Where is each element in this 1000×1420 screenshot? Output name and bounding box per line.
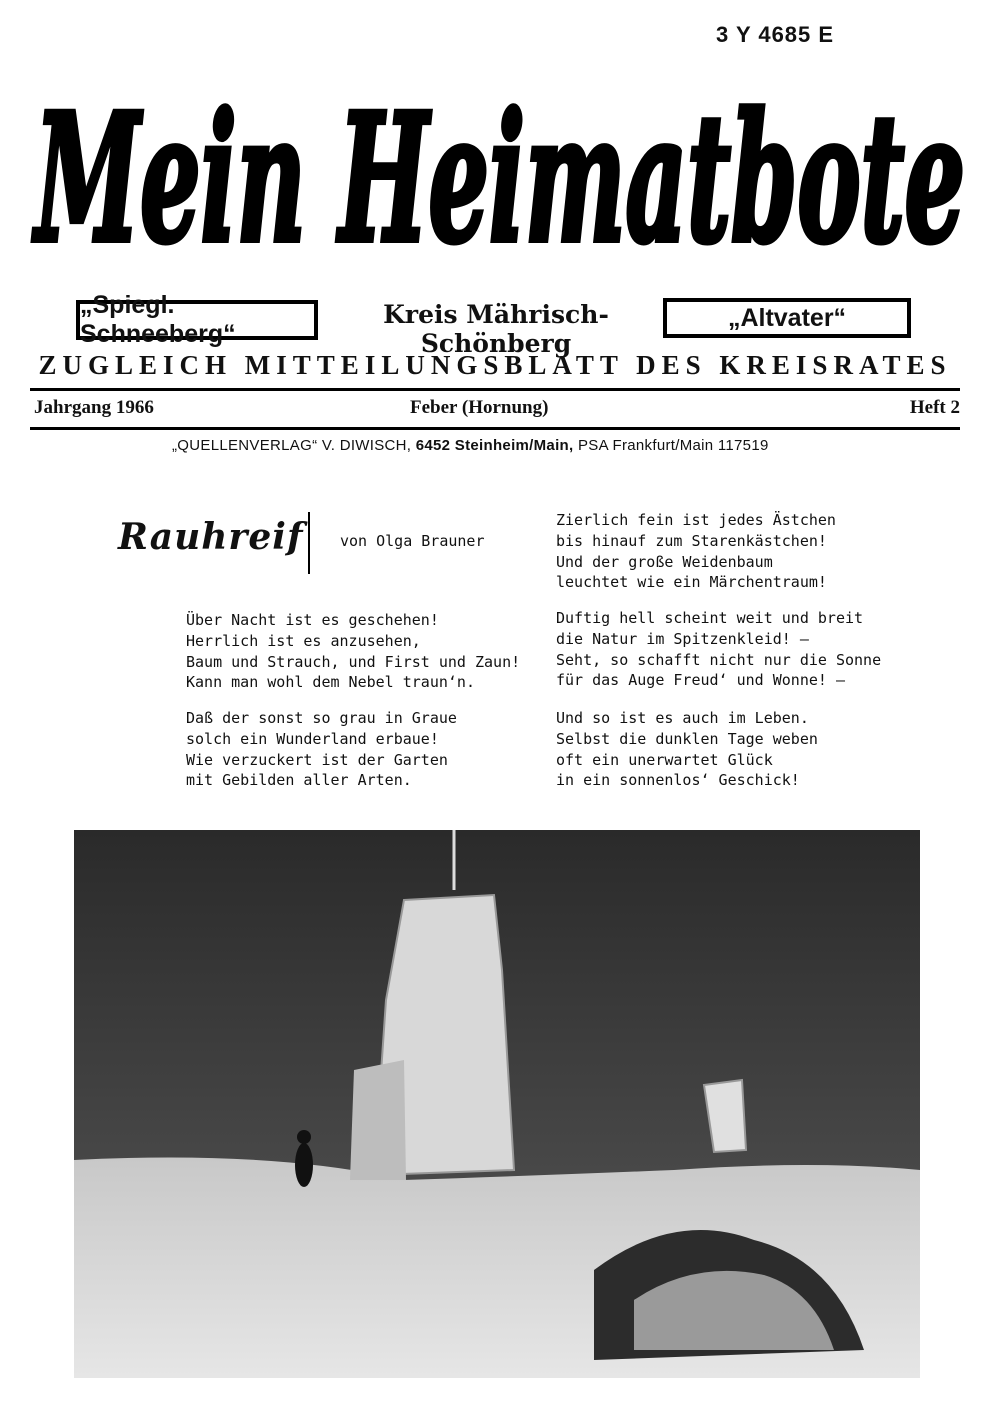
poem-line: Wie verzuckert ist der Garten (186, 750, 448, 769)
poem-line: Und so ist es auch im Leben. (556, 709, 809, 727)
poem-line: solch ein Wunderland erbaue! (186, 729, 439, 748)
masthead-logo (22, 40, 978, 300)
stanza-5 (556, 708, 818, 791)
poem-line: Über Nacht ist es geschehen! (186, 611, 439, 629)
district-name: Kreis Mährisch-Schönberg (383, 300, 609, 358)
poem-line: Kann man wohl dem Nebel traun‘n. (186, 673, 475, 692)
subtitle: ZUGLEICH MITTEILUNGSBLATT DES KREISRATES (38, 350, 952, 380)
region-box-schneeberg: „Spiegl. Schneeberg“ (76, 300, 318, 340)
poem-line: Selbst die dunklen Tage weben (556, 729, 818, 748)
poem-line: mit Gebilden aller Arten. (186, 771, 412, 790)
poem-line: oft ein unerwartet Glück (556, 750, 773, 769)
publisher-address: 6452 Steinheim/Main, (415, 437, 574, 454)
divider-top (30, 388, 960, 391)
stanza-4 (556, 608, 881, 691)
stanza-3 (556, 510, 836, 593)
catalog-code: 3 Y 4685 E (716, 22, 835, 47)
poem-line: bis hinauf zum Starenkästchen! (556, 531, 827, 550)
frost-tower-photo (74, 830, 920, 1378)
volume-year: Jahrgang 1966 (34, 397, 154, 418)
publisher-name: „QUELLENVERLAG“ V. DIWISCH, (172, 437, 412, 454)
poem-line: Baum und Strauch, und First und Zaun! (186, 652, 521, 671)
issue-number: Heft 2 (909, 397, 960, 418)
poem-line: Herrlich ist es anzusehen, (186, 631, 421, 650)
poem-line: Seht, so schafft nicht nur die Sonne (556, 650, 882, 669)
poem-line: Daß der sonst so grau in Graue (186, 709, 457, 727)
svg-text:Mein Heimatbote: Mein Heimatbote (32, 75, 966, 282)
publisher-line (172, 437, 769, 454)
poem-line: Und der große Weidenbaum (556, 552, 773, 571)
stanza-1 (186, 610, 520, 693)
poem-line: in ein sonnenlos‘ Geschick! (556, 771, 800, 790)
poem-line: die Natur im Spitzenkleid! — (556, 629, 809, 648)
region-box-altvater: „Altvater“ (663, 298, 911, 338)
stanza-2 (186, 708, 457, 791)
poem-title: Rauhreif (118, 516, 304, 558)
divider-bottom (30, 427, 960, 430)
poem-line: für das Auge Freud‘ und Wonne! — (556, 671, 845, 690)
poem-author: von Olga Brauner (340, 532, 485, 550)
poem-line: Duftig hell scheint weit und breit (556, 609, 864, 627)
title-divider (308, 512, 310, 574)
poem-line: Zierlich fein ist jedes Ästchen (556, 511, 836, 529)
poem-line: leuchtet wie ein Märchentraum! (556, 573, 827, 592)
publisher-account: PSA Frankfurt/Main 117519 (577, 437, 769, 454)
issue-month: Feber (Hornung) (410, 397, 549, 418)
